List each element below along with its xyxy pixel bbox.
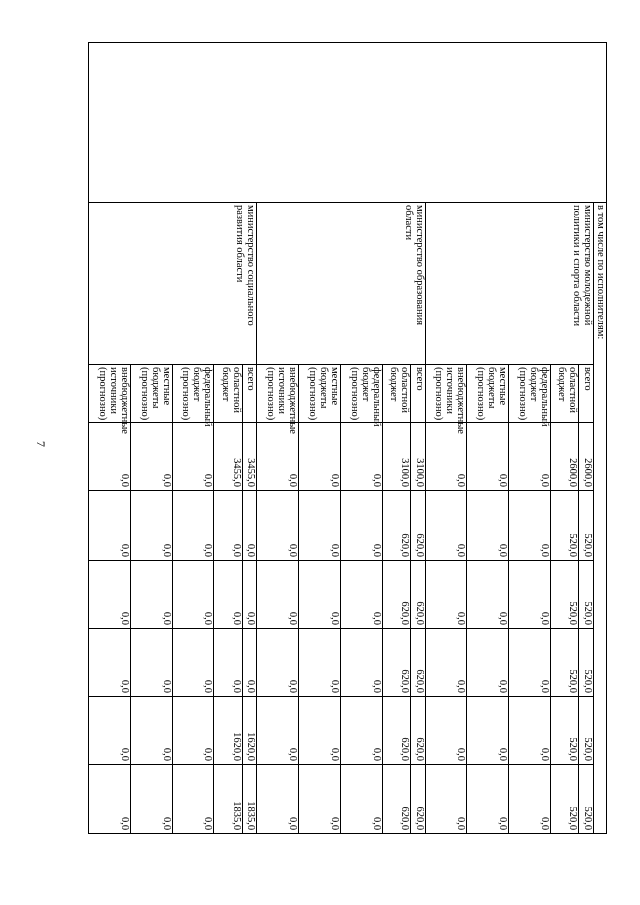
budget-source-label: федеральный бюджет (прогнозно)	[340, 365, 382, 423]
amount-cell: 0,0	[214, 491, 242, 561]
amount-cell: 0,0	[89, 629, 131, 697]
budget-table	[88, 42, 607, 834]
amount-cell: 0,0	[467, 491, 509, 561]
budget-source-label: внебюджетные источники (прогнозно)	[257, 365, 299, 423]
amount-cell: 620,0	[382, 629, 410, 697]
amount-cell: 0,0	[214, 629, 242, 697]
budget-source-label: федеральный бюджет (прогнозно)	[172, 365, 214, 423]
amount-cell: 620,0	[410, 765, 425, 834]
amount-cell: 0,0	[130, 423, 172, 491]
amount-cell: 0,0	[242, 629, 257, 697]
amount-cell: 520,0	[551, 561, 579, 629]
budget-table-body	[89, 43, 607, 834]
amount-cell: 0,0	[130, 765, 172, 834]
amount-cell: 0,0	[130, 491, 172, 561]
amount-cell: 0,0	[172, 491, 214, 561]
amount-cell: 0,0	[172, 697, 214, 765]
amount-cell: 0,0	[257, 629, 299, 697]
amount-cell: 0,0	[340, 491, 382, 561]
amount-cell: 1835,0	[214, 765, 242, 834]
amount-cell: 520,0	[579, 697, 594, 765]
budget-source-label: областной бюджет	[214, 365, 242, 423]
amount-cell: 0,0	[257, 697, 299, 765]
amount-cell: 3100,0	[410, 423, 425, 491]
amount-cell: 0,0	[340, 561, 382, 629]
amount-cell: 0,0	[467, 765, 509, 834]
amount-cell: 0,0	[340, 423, 382, 491]
amount-cell: 0,0	[257, 423, 299, 491]
amount-cell: 3100,0	[382, 423, 410, 491]
amount-cell: 0,0	[509, 561, 551, 629]
amount-cell: 520,0	[551, 697, 579, 765]
amount-cell: 520,0	[579, 491, 594, 561]
amount-cell: 0,0	[467, 697, 509, 765]
amount-cell: 0,0	[257, 765, 299, 834]
executors-header: в том числе по исполнителям:	[594, 203, 607, 834]
amount-cell: 0,0	[340, 629, 382, 697]
amount-cell: 520,0	[579, 561, 594, 629]
amount-cell: 1620,0	[214, 697, 242, 765]
amount-cell: 0,0	[467, 561, 509, 629]
amount-cell: 0,0	[509, 765, 551, 834]
budget-source-label: внебюджетные источники (прогнозно)	[89, 365, 131, 423]
amount-cell: 0,0	[89, 491, 131, 561]
amount-cell: 0,0	[257, 491, 299, 561]
budget-table-container	[88, 42, 607, 833]
amount-cell: 0,0	[340, 697, 382, 765]
amount-cell: 1835,0	[242, 765, 257, 834]
budget-source-label: местные бюджеты (прогнозно)	[130, 365, 172, 423]
table-header-row	[594, 43, 607, 834]
budget-source-label: областной бюджет	[382, 365, 410, 423]
amount-cell: 0,0	[172, 561, 214, 629]
budget-source-label: всего	[579, 365, 594, 423]
executor-name: министерство молодежной политики и спорта области	[425, 203, 593, 365]
executor-name: министерство образования области	[257, 203, 425, 365]
amount-cell: 520,0	[551, 765, 579, 834]
amount-cell: 620,0	[382, 561, 410, 629]
amount-cell: 0,0	[172, 423, 214, 491]
budget-table-landscape	[88, 42, 607, 833]
amount-cell: 0,0	[214, 561, 242, 629]
amount-cell: 520,0	[551, 491, 579, 561]
amount-cell: 520,0	[579, 629, 594, 697]
budget-source-label: местные бюджеты (прогнозно)	[467, 365, 509, 423]
amount-cell: 620,0	[410, 629, 425, 697]
amount-cell: 0,0	[89, 561, 131, 629]
amount-cell: 0,0	[299, 765, 341, 834]
amount-cell: 0,0	[299, 561, 341, 629]
amount-cell: 0,0	[425, 629, 467, 697]
amount-cell: 620,0	[382, 697, 410, 765]
page-number: 7	[34, 441, 48, 447]
amount-cell: 1620,0	[242, 697, 257, 765]
amount-cell: 0,0	[509, 697, 551, 765]
amount-cell: 0,0	[509, 629, 551, 697]
budget-source-label: местные бюджеты (прогнозно)	[299, 365, 341, 423]
amount-cell: 0,0	[425, 491, 467, 561]
amount-cell: 0,0	[130, 697, 172, 765]
amount-cell: 520,0	[579, 765, 594, 834]
amount-cell: 0,0	[467, 629, 509, 697]
budget-source-label: областной бюджет	[551, 365, 579, 423]
amount-cell: 0,0	[89, 423, 131, 491]
amount-cell: 620,0	[410, 561, 425, 629]
amount-cell: 0,0	[130, 629, 172, 697]
budget-source-label: внебюджетные источники (прогнозно)	[425, 365, 467, 423]
amount-cell: 520,0	[551, 629, 579, 697]
amount-cell: 0,0	[299, 491, 341, 561]
amount-cell: 0,0	[340, 765, 382, 834]
amount-cell: 0,0	[89, 765, 131, 834]
amount-cell: 3455,0	[242, 423, 257, 491]
amount-cell: 0,0	[257, 561, 299, 629]
amount-cell: 0,0	[130, 561, 172, 629]
amount-cell: 0,0	[425, 423, 467, 491]
amount-cell: 0,0	[172, 629, 214, 697]
amount-cell: 620,0	[410, 491, 425, 561]
amount-cell: 620,0	[382, 765, 410, 834]
amount-cell: 0,0	[509, 491, 551, 561]
budget-source-label: всего	[410, 365, 425, 423]
amount-cell: 0,0	[425, 561, 467, 629]
amount-cell: 3455,0	[214, 423, 242, 491]
amount-cell: 620,0	[410, 697, 425, 765]
amount-cell: 0,0	[89, 697, 131, 765]
amount-cell: 0,0	[242, 561, 257, 629]
left-blank-column	[89, 43, 607, 203]
budget-source-label: всего	[242, 365, 257, 423]
amount-cell: 620,0	[382, 491, 410, 561]
amount-cell: 0,0	[299, 697, 341, 765]
budget-source-label: федеральный бюджет (прогнозно)	[509, 365, 551, 423]
amount-cell: 0,0	[425, 697, 467, 765]
amount-cell: 2600,0	[579, 423, 594, 491]
amount-cell: 2600,0	[551, 423, 579, 491]
amount-cell: 0,0	[242, 491, 257, 561]
amount-cell: 0,0	[299, 629, 341, 697]
amount-cell: 0,0	[172, 765, 214, 834]
amount-cell: 0,0	[299, 423, 341, 491]
amount-cell: 0,0	[509, 423, 551, 491]
executor-name: министерство социального развития области	[89, 203, 257, 365]
amount-cell: 0,0	[467, 423, 509, 491]
amount-cell: 0,0	[425, 765, 467, 834]
